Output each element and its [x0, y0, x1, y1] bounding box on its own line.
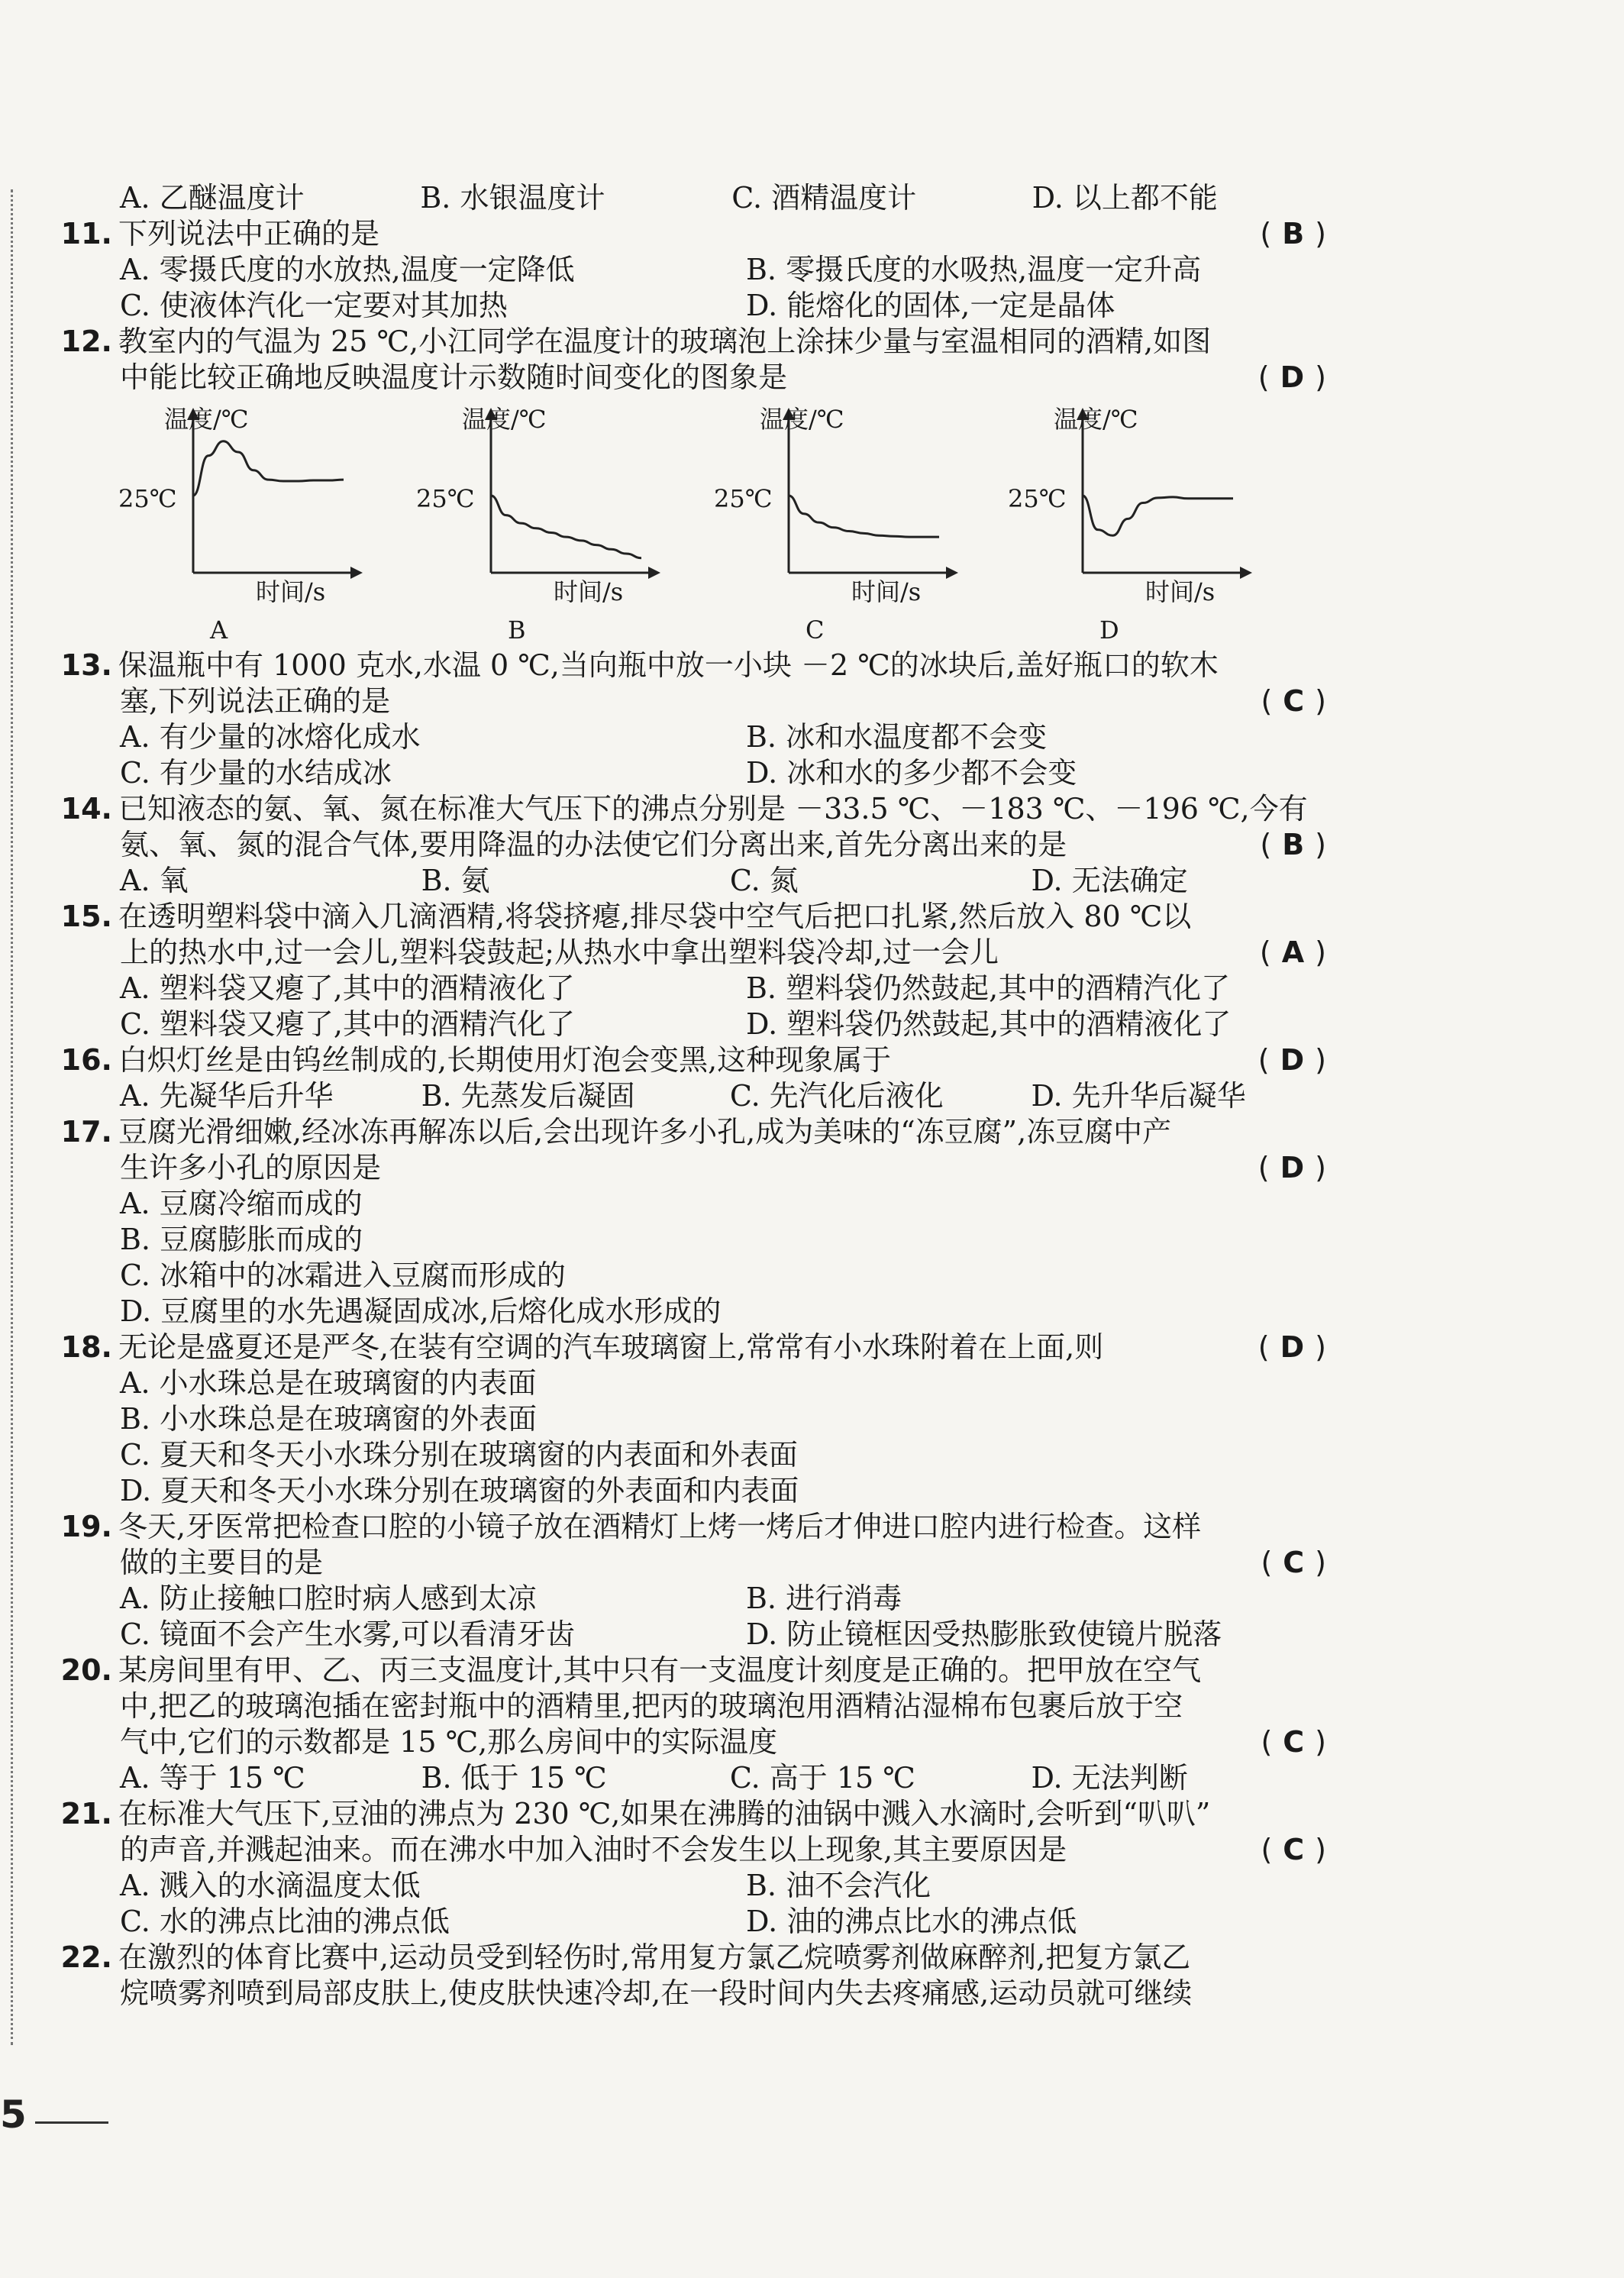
question-stem: 冬天,牙医常把检查口腔的小镜子放在酒精灯上烤一烤后才伸进口腔内进行检查。这样 — [118, 1510, 1202, 1543]
answer: C — [1283, 1546, 1311, 1579]
temperature-curve — [193, 441, 344, 496]
question-11 — [60, 216, 1332, 324]
page-number: 5 — [0, 2092, 27, 2137]
question-19 — [60, 1509, 1332, 1653]
option[interactable]: D. 能熔化的固体,一定是晶体 — [746, 289, 1115, 322]
answer-bracket: ( A ) — [1259, 935, 1332, 969]
question-stem: 在激烈的体育比赛中,运动员受到轻伤时,常用复方氯乙烷喷雾剂做麻醉剂,把复方氯乙 — [118, 1940, 1191, 1974]
y-axis-label: 温度/℃ — [164, 405, 249, 434]
question-stem: 烷喷雾剂喷到局部皮肤上,使皮肤快速冷却,在一段时间内失去疼痛感,运动员就可继续 — [120, 1976, 1193, 2010]
question-stem: 下列说法中正确的是 — [118, 217, 380, 250]
answer-bracket: ( D ) — [1258, 1151, 1332, 1184]
y-tick-label: 25℃ — [416, 484, 475, 513]
option[interactable]: C. 酒精温度计 — [731, 181, 917, 215]
question-number: 19. — [60, 1510, 112, 1543]
option[interactable]: A. 等于 15 ℃ — [120, 1761, 305, 1795]
question-stem: 豆腐光滑细嫩,经冰冻再解冻以后,会出现许多小孔,成为美味的“冻豆腐”,冻豆腐中产 — [118, 1115, 1172, 1149]
option[interactable]: A. 小水珠总是在玻璃窗的内表面 — [120, 1366, 537, 1400]
option[interactable]: D. 无法确定 — [1031, 864, 1188, 897]
question-stem: 无论是盛夏还是严冬,在装有空调的汽车玻璃窗上,常常有小水珠附着在上面,则 — [118, 1330, 1104, 1364]
option[interactable]: D. 豆腐里的水先遇凝固成冰,后熔化成水形成的 — [120, 1294, 722, 1328]
question-14 — [60, 791, 1332, 899]
option[interactable]: C. 冰箱中的冰霜进入豆腐而形成的 — [120, 1259, 566, 1292]
option[interactable]: D. 塑料袋仍然鼓起,其中的酒精液化了 — [746, 1007, 1232, 1041]
y-axis-label: 温度/℃ — [462, 405, 547, 434]
graph-caption: A — [210, 616, 228, 645]
graph-d[interactable] — [1008, 400, 1267, 648]
temperature-curve — [1083, 496, 1233, 535]
graph-caption: B — [508, 616, 526, 645]
answer-bracket: ( C ) — [1261, 1833, 1332, 1866]
option[interactable]: C. 先汽化后液化 — [729, 1079, 944, 1113]
question-stem: 在透明塑料袋中滴入几滴酒精,将袋挤瘪,排尽袋中空气后把口扎紧,然后放入 80 ℃以 — [118, 900, 1192, 933]
question-18 — [60, 1330, 1332, 1509]
option[interactable]: B. 进行消毒 — [746, 1582, 902, 1615]
temperature-graphs — [65, 400, 1332, 648]
option[interactable]: B. 先蒸发后凝固 — [421, 1079, 635, 1113]
q10-options — [65, 180, 1332, 216]
answer-bracket: ( D ) — [1258, 1330, 1332, 1364]
question-stem: 气中,它们的示数都是 15 ℃,那么房间中的实际温度 — [120, 1725, 778, 1759]
answer: D — [1280, 1043, 1311, 1077]
question-stem: 塞,下列说法正确的是 — [120, 684, 391, 718]
question-16 — [60, 1042, 1332, 1114]
x-axis-label: 时间/s — [1145, 577, 1216, 606]
question-stem: 氨、氧、氮的混合气体,要用降温的办法使它们分离出来,首先分离出来的是 — [120, 828, 1067, 861]
option[interactable]: B. 塑料袋仍然鼓起,其中的酒精汽化了 — [746, 971, 1231, 1005]
x-axis-arrow — [946, 567, 958, 579]
option[interactable]: B. 油不会汽化 — [746, 1869, 931, 1902]
answer: D — [1280, 1330, 1311, 1364]
answer-bracket: ( C ) — [1261, 684, 1332, 718]
graph-c[interactable] — [714, 400, 973, 648]
question-stem: 某房间里有甲、乙、丙三支温度计,其中只有一支温度计刻度是正确的。把甲放在空气 — [118, 1653, 1202, 1687]
option[interactable]: D. 夏天和冬天小水珠分别在玻璃窗的外表面和内表面 — [120, 1474, 799, 1507]
question-stem: 白炽灯丝是由钨丝制成的,长期使用灯泡会变黑,这种现象属于 — [118, 1043, 892, 1077]
answer: D — [1280, 1151, 1311, 1184]
option[interactable]: A. 防止接触口腔时病人感到太凉 — [120, 1582, 537, 1615]
answer: C — [1283, 1833, 1311, 1866]
question-number: 15. — [60, 900, 112, 933]
question-17 — [60, 1114, 1332, 1330]
question-number: 18. — [60, 1330, 112, 1364]
x-axis-label: 时间/s — [256, 577, 326, 606]
page-number-rule — [35, 2121, 108, 2124]
option[interactable]: B. 氨 — [421, 864, 490, 897]
graph-caption: C — [806, 616, 825, 645]
answer: A — [1281, 935, 1311, 969]
y-axis-label: 温度/℃ — [760, 405, 844, 434]
answer: D — [1280, 360, 1311, 394]
option[interactable]: D. 防止镜框因受热膨胀致使镜片脱落 — [746, 1617, 1222, 1651]
answer-bracket: ( D ) — [1258, 360, 1332, 394]
graph-a[interactable] — [118, 400, 378, 648]
question-number: 14. — [60, 792, 112, 826]
option[interactable]: A. 氧 — [120, 864, 189, 897]
option[interactable]: A. 豆腐冷缩而成的 — [120, 1187, 363, 1220]
question-stem: 保温瓶中有 1000 克水,水温 0 ℃,当向瓶中放一小块 －2 ℃的冰块后,盖好瓶口的软木 — [118, 648, 1219, 682]
y-axis-label: 温度/℃ — [1054, 405, 1138, 434]
option[interactable]: A. 有少量的冰熔化成水 — [120, 720, 421, 754]
question-number: 12. — [60, 325, 112, 358]
answer: C — [1283, 684, 1311, 718]
option[interactable]: C. 氮 — [729, 864, 799, 897]
graph-caption: D — [1099, 616, 1119, 645]
x-axis-arrow — [350, 567, 363, 579]
option[interactable]: D. 以上都不能 — [1032, 181, 1218, 215]
option[interactable]: A. 先凝华后升华 — [120, 1079, 334, 1113]
option[interactable]: B. 豆腐膨胀而成的 — [120, 1223, 363, 1256]
option[interactable]: B. 冰和水温度都不会变 — [746, 720, 1048, 754]
option[interactable]: A. 零摄氏度的水放热,温度一定降低 — [120, 253, 575, 286]
option[interactable]: D. 无法判断 — [1031, 1761, 1188, 1795]
temperature-curve — [789, 496, 939, 537]
x-axis-label: 时间/s — [851, 577, 922, 606]
question-number: 17. — [60, 1115, 112, 1149]
temperature-curve — [491, 496, 641, 558]
question-number: 13. — [60, 648, 112, 682]
y-tick-label: 25℃ — [118, 484, 177, 513]
x-axis-label: 时间/s — [554, 577, 624, 606]
question-13 — [60, 648, 1332, 791]
question-number: 11. — [60, 217, 112, 250]
question-12 — [60, 324, 1332, 648]
option[interactable]: B. 小水珠总是在玻璃窗的外表面 — [120, 1402, 538, 1436]
question-stem: 做的主要目的是 — [120, 1546, 324, 1579]
question-stem: 生许多小孔的原因是 — [120, 1151, 382, 1184]
question-stem: 在标准大气压下,豆油的沸点为 230 ℃,如果在沸腾的油锅中溅入水滴时,会听到“叭叭” — [118, 1797, 1211, 1830]
option[interactable]: C. 高于 15 ℃ — [729, 1761, 915, 1795]
binding-margin-line — [11, 189, 13, 2045]
answer-bracket: ( B ) — [1260, 828, 1332, 861]
answer-bracket: ( C ) — [1261, 1546, 1332, 1579]
answer: B — [1282, 217, 1311, 250]
option[interactable]: C. 夏天和冬天小水珠分别在玻璃窗的内表面和外表面 — [120, 1438, 798, 1472]
question-list — [60, 180, 1332, 2011]
option[interactable]: D. 冰和水的多少都不会变 — [746, 756, 1077, 790]
question-15 — [60, 899, 1332, 1042]
option[interactable]: B. 水银温度计 — [420, 181, 605, 215]
y-tick-label: 25℃ — [714, 484, 773, 513]
question-number: 20. — [60, 1653, 112, 1687]
answer-bracket: ( D ) — [1258, 1043, 1332, 1077]
option[interactable]: D. 先升华后凝华 — [1031, 1079, 1246, 1113]
question-number: 22. — [60, 1940, 112, 1974]
x-axis-arrow — [1240, 567, 1252, 579]
y-tick-label: 25℃ — [1008, 484, 1067, 513]
x-axis-arrow — [648, 567, 660, 579]
option[interactable]: C. 塑料袋又瘪了,其中的酒精汽化了 — [120, 1007, 575, 1041]
option[interactable]: A. 乙醚温度计 — [120, 181, 305, 215]
option[interactable]: B. 低于 15 ℃ — [421, 1761, 607, 1795]
option[interactable]: D. 油的沸点比水的沸点低 — [746, 1905, 1077, 1938]
answer-bracket: ( C ) — [1261, 1725, 1332, 1759]
option[interactable]: C. 水的沸点比油的沸点低 — [120, 1905, 450, 1938]
option[interactable]: A. 溅入的水滴温度太低 — [120, 1869, 421, 1902]
answer: B — [1282, 828, 1311, 861]
question-number: 21. — [60, 1797, 112, 1830]
answer: C — [1283, 1725, 1311, 1759]
question-stem: 上的热水中,过一会儿,塑料袋鼓起;从热水中拿出塑料袋冷却,过一会儿 — [120, 935, 999, 969]
graph-b[interactable] — [416, 400, 676, 648]
question-stem: 中,把乙的玻璃泡插在密封瓶中的酒精里,把丙的玻璃泡用酒精沾湿棉布包裹后放于空 — [120, 1689, 1183, 1723]
option[interactable]: C. 镜面不会产生水雾,可以看清牙齿 — [120, 1617, 575, 1651]
question-21 — [60, 1796, 1332, 1940]
question-stem: 中能比较正确地反映温度计示数随时间变化的图象是 — [120, 360, 788, 394]
question-22 — [60, 1940, 1332, 2011]
option[interactable]: C. 有少量的水结成冰 — [120, 756, 392, 790]
question-stem: 教室内的气温为 25 ℃,小江同学在温度计的玻璃泡上涂抹少量与室温相同的酒精,如图 — [118, 325, 1212, 358]
question-stem: 已知液态的氨、氧、氮在标准大气压下的沸点分别是 －33.5 ℃、－183 ℃、－196 ℃,今有 — [118, 792, 1308, 826]
option[interactable]: C. 使液体汽化一定要对其加热 — [120, 289, 508, 322]
question-20 — [60, 1653, 1332, 1796]
question-number: 16. — [60, 1043, 112, 1077]
option[interactable]: B. 零摄氏度的水吸热,温度一定升高 — [746, 253, 1202, 286]
question-stem: 的声音,并溅起油来。而在沸水中加入油时不会发生以上现象,其主要原因是 — [120, 1833, 1067, 1866]
option[interactable]: A. 塑料袋又瘪了,其中的酒精液化了 — [120, 971, 575, 1005]
answer-bracket: ( B ) — [1260, 217, 1332, 250]
